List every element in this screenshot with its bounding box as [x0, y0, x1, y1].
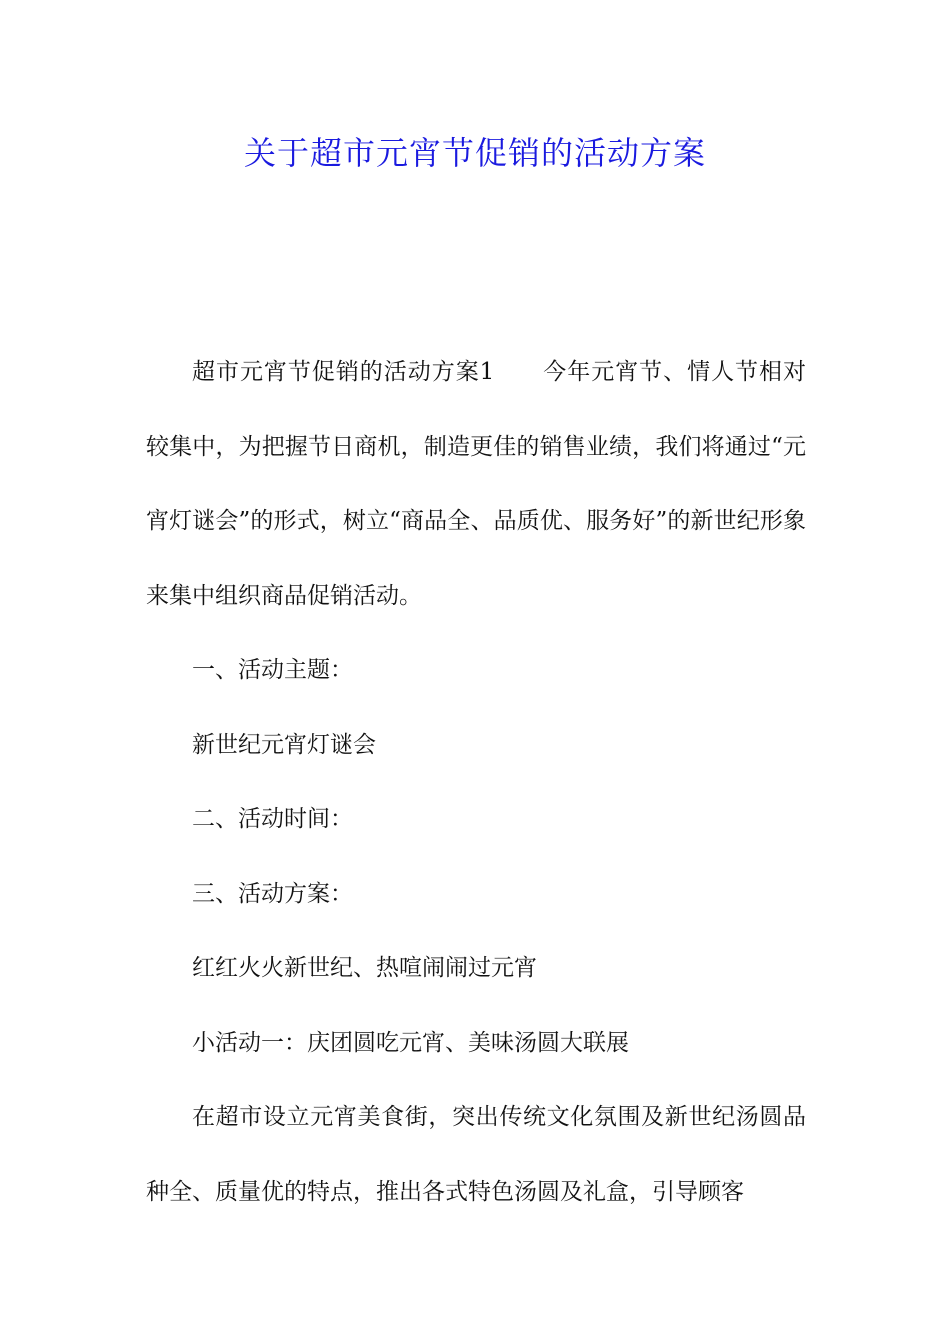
intro-paragraph	[146, 335, 806, 633]
activity-one-text: 在超市设立元宵美食街，突出传统文化氛围及新世纪汤圆品种全、质量优的特点，推出各式特色汤圆及礼盒，引导顾客	[146, 1104, 806, 1205]
activity-one-heading: 小活动一：庆团圆吃元宵、美味汤圆大联展	[192, 1029, 629, 1056]
plan-slogan: 红红火火新世纪、热喧闹闹过元宵	[192, 955, 537, 981]
section-heading-theme: 一、活动主题：	[192, 657, 353, 683]
document-body	[146, 335, 806, 1229]
intro-heading: 超市元宵节促销的活动方案1	[192, 359, 495, 385]
section-heading-plan: 三、活动方案：	[192, 880, 353, 907]
document-title: 关于超市元宵节促销的活动方案	[243, 134, 706, 172]
theme-text: 新世纪元宵灯谜会	[192, 731, 376, 758]
section-heading-time: 二、活动时间：	[192, 806, 353, 832]
intro-text: 今年元宵节、情人节相对较集中，为把握节日商机，制造更佳的销售业绩，我们将通过“元宵灯谜会”的形式，树立“商品全、品质优、服务好”的新世纪形象来集中组织商品促销活动。	[146, 359, 807, 609]
